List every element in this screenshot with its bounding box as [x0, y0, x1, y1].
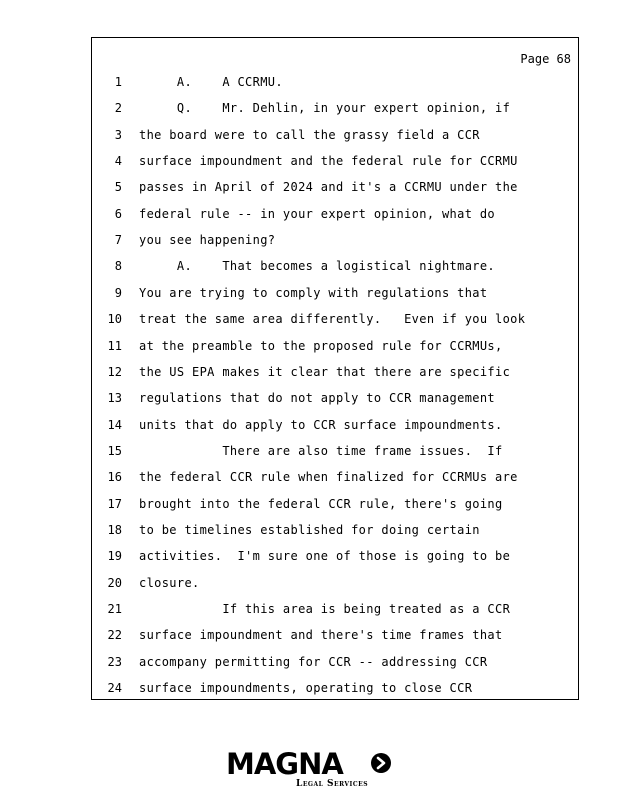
- line-text: federal rule -- in your expert opinion, what do: [139, 206, 496, 221]
- line-text: units that do apply to CCR surface impoundments.: [139, 417, 503, 432]
- line-text: closure.: [139, 575, 200, 590]
- line-text: surface impoundments, operating to close CCR: [139, 681, 473, 696]
- line-number: 5: [114, 180, 122, 195]
- line-text: regulations that do not apply to CCR management: [139, 391, 496, 406]
- line-number: 7: [114, 233, 122, 248]
- transcript-page: [91, 37, 579, 700]
- line-text: at the preamble to the proposed rule for CCRMUs,: [139, 338, 503, 353]
- line-number: 13: [107, 391, 122, 406]
- line-text: You are trying to comply with regulations that: [139, 285, 488, 300]
- line-text: A. That becomes a logistical nightmare.: [139, 259, 496, 274]
- page-number: Page 68: [520, 52, 571, 66]
- line-text: brought into the federal CCR rule, there's going: [139, 496, 503, 511]
- line-number: 1: [114, 75, 122, 89]
- line-number: 14: [107, 417, 122, 432]
- line-number: 24: [107, 681, 122, 696]
- line-number: 6: [114, 206, 122, 221]
- line-number: 10: [107, 312, 122, 327]
- line-text: surface impoundment and the federal rule for CCRMU: [139, 154, 518, 169]
- line-number: 20: [107, 575, 122, 590]
- line-number: 16: [107, 470, 122, 485]
- line-number: 19: [107, 549, 122, 564]
- line-text: activities. I'm sure one of those is going to be: [139, 549, 511, 564]
- line-number: 8: [114, 259, 122, 274]
- arrow-icon: [371, 753, 391, 773]
- line-number: 3: [114, 127, 122, 142]
- line-number: 21: [107, 602, 122, 616]
- line-text: Q. Mr. Dehlin, in your expert opinion, if: [139, 101, 511, 116]
- line-text: If this area is being treated as a CCR: [139, 602, 511, 616]
- line-text: accompany permitting for CCR -- addressing CCR: [139, 654, 488, 669]
- line-number: 23: [107, 654, 122, 669]
- line-text: the federal CCR rule when finalized for CCRMUs are: [139, 470, 518, 485]
- line-number: 2: [114, 101, 122, 116]
- line-text: the US EPA makes it clear that there are specific: [139, 364, 511, 379]
- line-number: 18: [107, 522, 122, 537]
- line-text: passes in April of 2024 and it's a CCRMU under the: [139, 180, 518, 195]
- line-text: you see happening?: [139, 233, 276, 248]
- line-text: surface impoundment and there's time frames that: [139, 628, 503, 643]
- line-number: 15: [107, 443, 122, 458]
- line-number: 9: [114, 285, 122, 300]
- line-text: to be timelines established for doing certain: [139, 522, 480, 537]
- line-number: 17: [107, 496, 122, 511]
- magna-logo: [226, 748, 396, 794]
- line-number: 4: [114, 154, 122, 169]
- line-number: 11: [107, 338, 122, 353]
- line-text: the board were to call the grassy field a CCR: [139, 127, 480, 142]
- line-number: 22: [107, 628, 122, 643]
- line-text: A. A CCRMU.: [139, 75, 283, 89]
- logo-wordmark: MAGNA: [226, 747, 343, 781]
- line-number: 12: [107, 364, 122, 379]
- line-text: treat the same area differently. Even if you look: [139, 312, 526, 327]
- line-text: There are also time frame issues. If: [139, 443, 503, 458]
- logo-tagline: Legal Services: [296, 779, 369, 789]
